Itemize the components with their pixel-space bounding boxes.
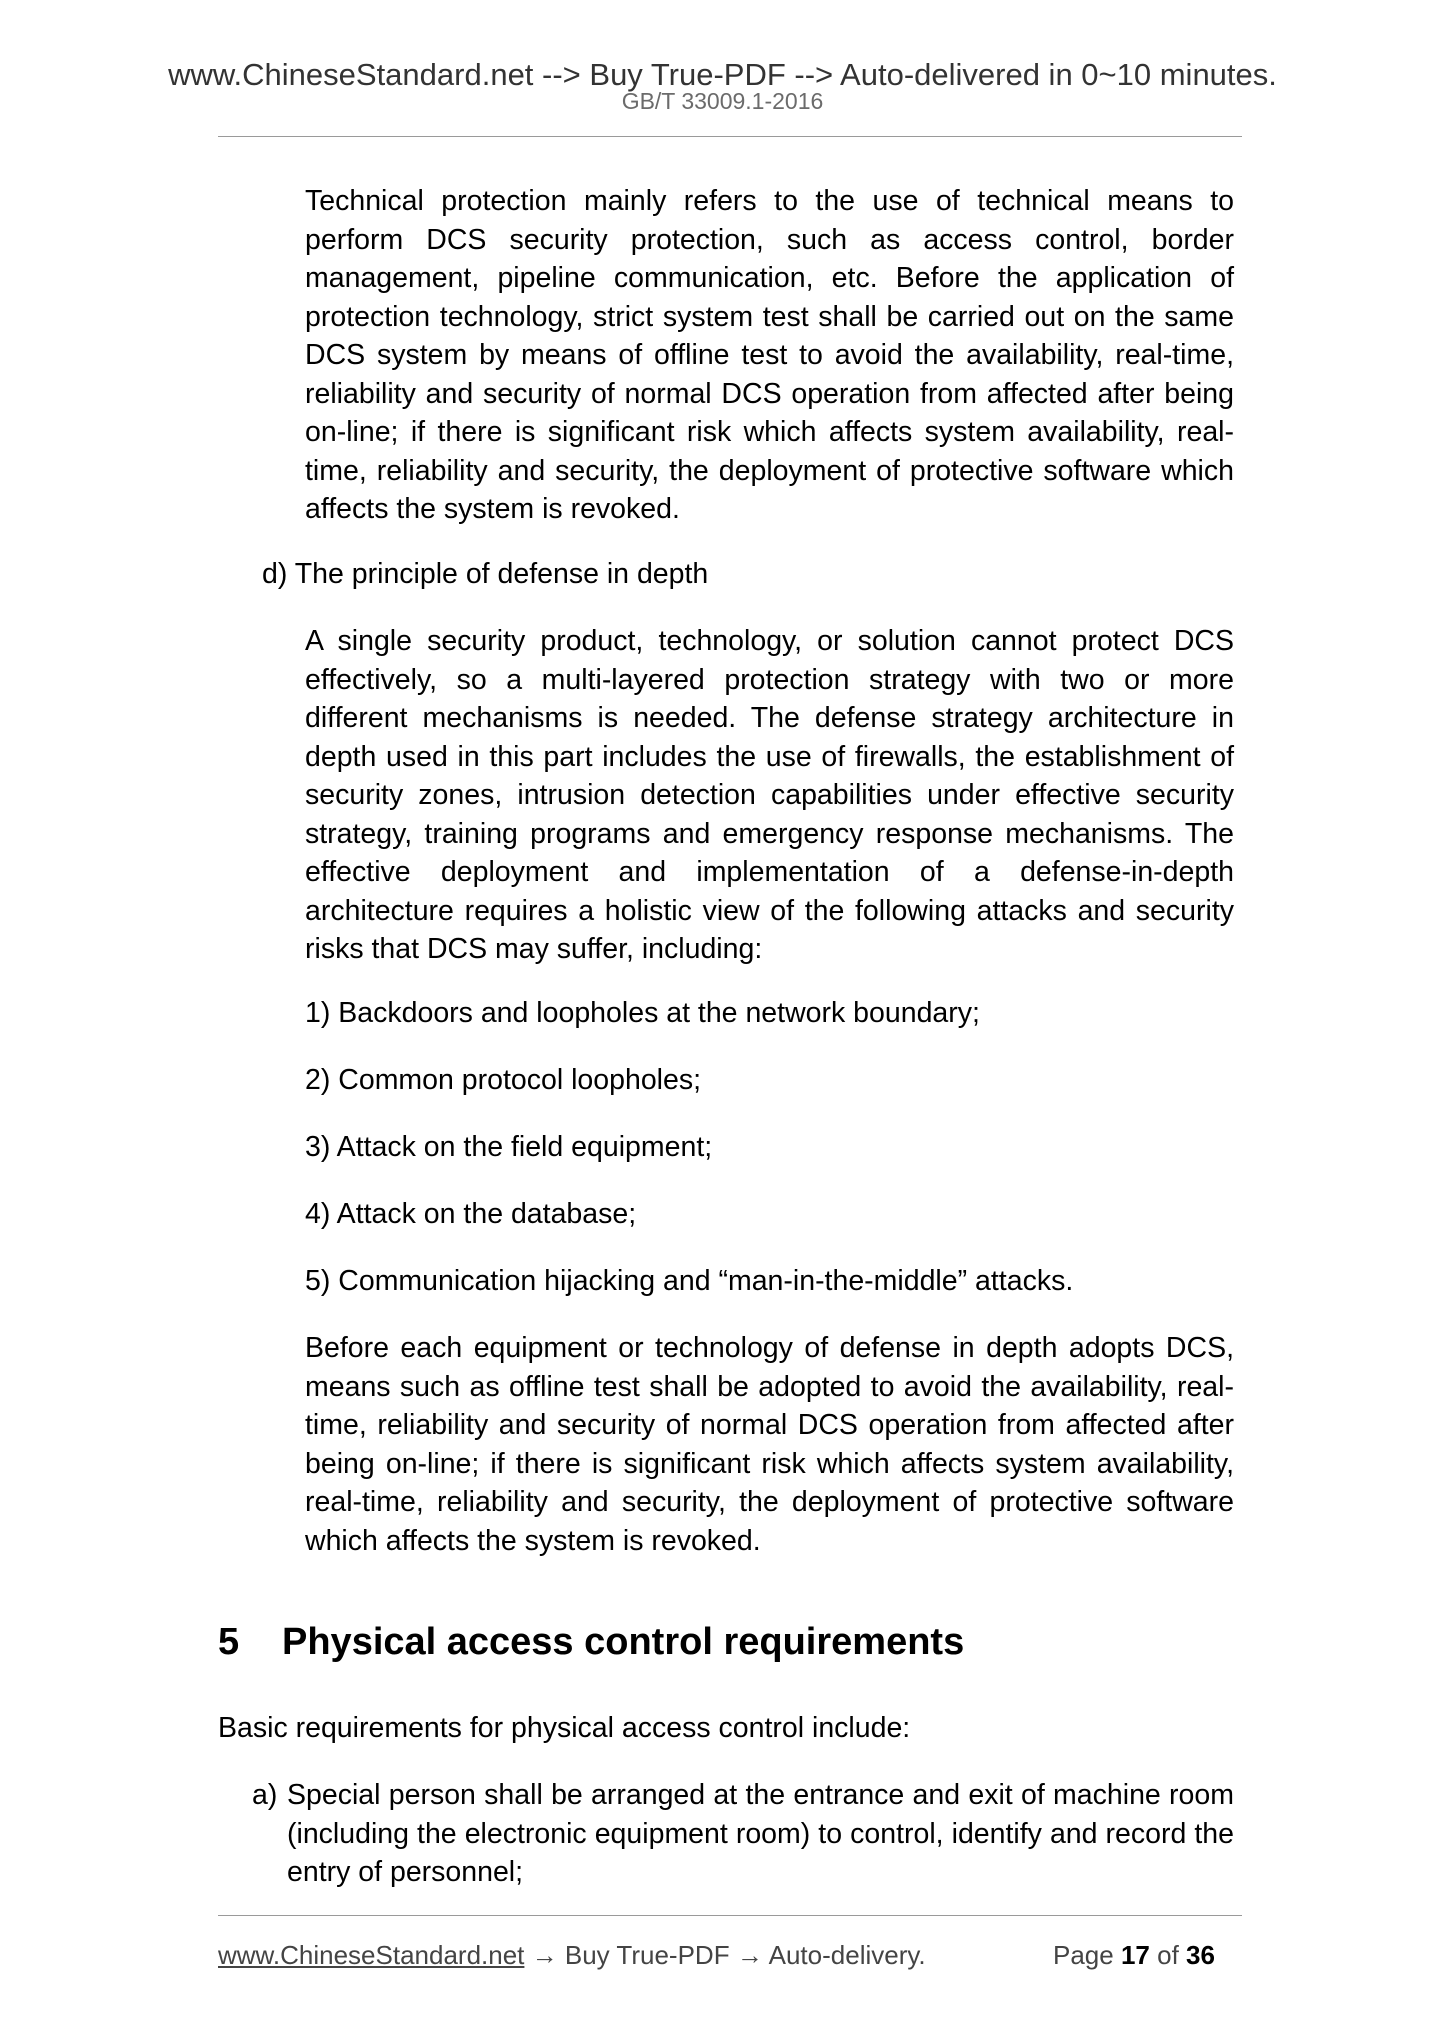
page-total: 36	[1186, 1940, 1215, 1970]
paragraph-technical-protection: Technical protection mainly refers to the use of technical means to perform DCS security protection, such as access control, border management, pipeline communication, etc. Before the application of protection technology, strict system test shall be carried out on the same DCS system by means of offline test to avoid the availability, real-time, reliability and security of normal DCS operation from affected after being on-line; if there is significant risk which affects system availability, real-time, reliability and security, the deployment of protective software which affects the system is revoked.	[305, 185, 1234, 525]
list-item-a-label: a)	[252, 1779, 278, 1811]
of-word: of	[1157, 1940, 1179, 1970]
footer-site-link[interactable]: www.ChineseStandard.net	[218, 1940, 525, 1970]
arrow-icon: →	[736, 1940, 763, 1970]
header-divider	[218, 136, 1242, 137]
list-item-a-text: Special person shall be arranged at the entrance and exit of machine room (including the electronic equipment room) to control, identify and record the entry of personnel;	[287, 1779, 1234, 1888]
document-number: GB/T 33009.1-2016	[621, 88, 824, 114]
arrow-icon: →	[531, 1940, 558, 1970]
attack-list-item: 3) Attack on the field equipment;	[305, 1131, 713, 1163]
section-title: Physical access control requirements	[282, 1621, 965, 1663]
section-heading	[218, 1619, 964, 1665]
section-number: 5	[218, 1621, 240, 1663]
attack-list-item: 5) Communication hijacking and “man-in-the-middle” attacks.	[305, 1265, 1074, 1297]
attack-list-item: 2) Common protocol loopholes;	[305, 1064, 702, 1096]
footer-divider	[218, 1915, 1242, 1916]
paragraph-basic-requirements: Basic requirements for physical access control include:	[218, 1712, 911, 1744]
attack-list-item: 4) Attack on the database;	[305, 1198, 637, 1230]
paragraph-before-adoption: Before each equipment or technology of defense in depth adopts DCS, means such as offline test shall be adopted to avoid the availability, real-time, reliability and security of normal DCS operation from affected after being on-line; if there is significant risk which affects system availability, real-time, reliability and security, the deployment of protective software which affects the system is revoked.	[305, 1332, 1234, 1557]
attack-list-item: 1) Backdoors and loopholes at the network boundary;	[305, 997, 980, 1029]
page-current: 17	[1120, 1940, 1150, 1970]
footer-left	[218, 1940, 926, 1970]
paragraph-defense-in-depth: A single security product, technology, or solution cannot protect DCS effectively, so a multi-layered protection strategy with two or more different mechanisms is needed. The defense strategy architecture in depth used in this part includes the use of firewalls, the establishment of security zones, intrusion detection capabilities under effective security strategy, training programs and emergency response mechanisms. The effective deployment and implementation of a defense-in-depth architecture requires a holistic view of the following attacks and security risks that DCS may suffer, including:	[305, 625, 1234, 965]
page-header	[0, 57, 1445, 114]
header-banner[interactable]: www.ChineseStandard.net --> Buy True-PDF --> Auto-delivered in 0~10 minutes.	[168, 57, 1277, 92]
footer-buy: Buy True-PDF	[564, 1940, 730, 1970]
page-indicator	[1053, 1940, 1215, 1970]
footer-delivery: Auto-delivery.	[768, 1940, 926, 1970]
list-item-d: d) The principle of defense in depth	[262, 558, 709, 590]
page-word: Page	[1053, 1940, 1114, 1970]
